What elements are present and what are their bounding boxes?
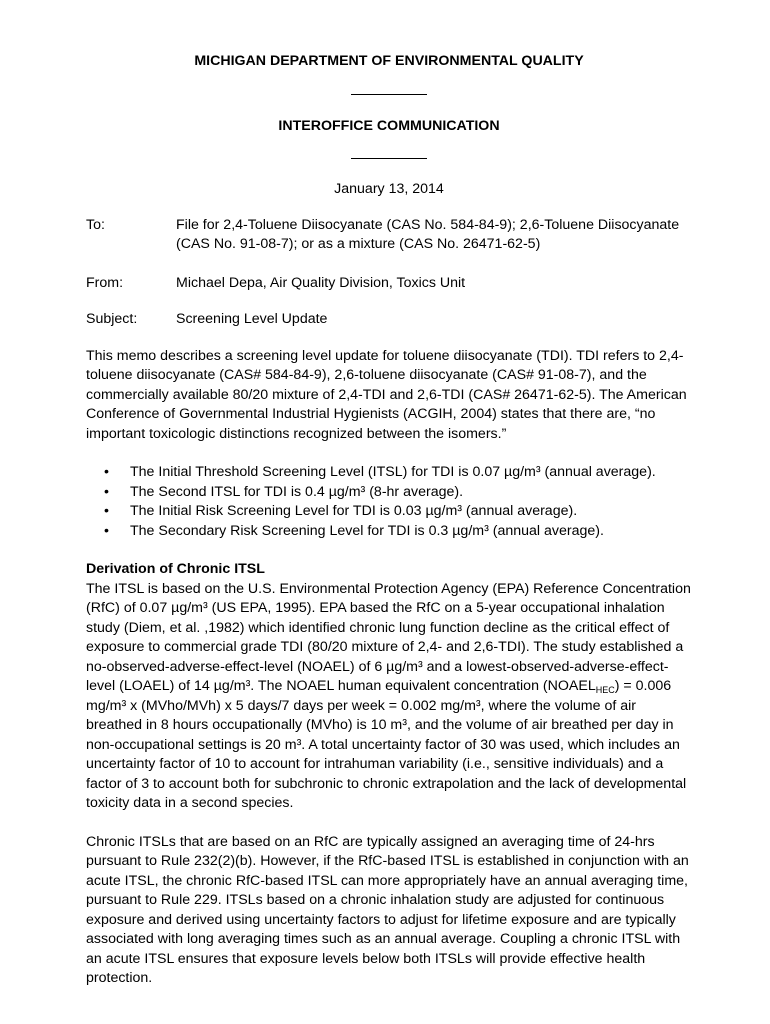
memo-page [86, 52, 692, 989]
memo-subject-value: Screening Level Update [176, 311, 328, 327]
subtitle-divider [351, 158, 427, 159]
intro-paragraph: This memo describes a screening level update for toluene diisocyanate (TDI). TDI refers to 2,4-toluene diisocyanate (CAS# 584-84-9), 2,6-toluene diisocyanate (CAS# 91-08-7), and the commercially available 80/20 mixture of 2,4-TDI and 2,6-TDI (CAS# 26471-62-5). The American Conference of Governmental Industrial Hygienists (ACGIH, 2004) states that there are, “no important toxicologic distinctions recognized between the isomers.” [86, 347, 687, 442]
agency-title: MICHIGAN DEPARTMENT OF ENVIRONMENTAL QUALITY [194, 53, 584, 69]
title-divider [351, 94, 427, 95]
memo-to-value: File for 2,4-Toluene Diisocyanate (CAS No. 584-84-9); 2,6-Toluene Diisocyanate (CAS No. 91-08-7); or as a mixture (CAS No. 26471-62-5) [176, 216, 680, 252]
derivation-paragraph [86, 580, 692, 814]
list-item [86, 502, 692, 522]
averaging-time-paragraph: Chronic ITSLs that are based on an RfC are typically assigned an averaging time of 24-hrs pursuant to Rule 232(2)(b). However, if the RfC-based ITSL is established in conjunction with an acute ITSL, the chronic RfC-based ITSL can more appropriately have an annual averaging time, pursuant to Rule 229. ITSLs based on a chronic inhalation study are adjusted for continuous exposure and derived using uncertainty factors to adjust for lifetime exposure and are typically associated with long averaging times such as an annual average. Coupling a chronic ITSL with an acute ITSL ensures that exposure levels below both ITSLs will provide effective health protection. [86, 833, 689, 986]
derivation-text-part-1: The ITSL is based on the U.S. Environmental Protection Agency (EPA) Reference Concentration (RfC) of 0.07 µg/m³ (US EPA, 1995). EPA based the RfC on a 5-year occupational inhalation study (Diem, et al. ,1982) which identified chronic lung function decline as the critical effect of exposure to commercial grade TDI (80/20 mixture of 2,4- and 2,6-TDI). The study established a no-observed-adverse-effect-level (NOAEL) of 6 µg/m³ and a lowest-observed-adverse-effect-level (LOAEL) of 14 µg/m³. The NOAEL human equivalent concentration (NOAEL [86, 580, 691, 694]
section-heading: Derivation of Chronic ITSL [86, 561, 265, 577]
list-item-text: The Secondary Risk Screening Level for TDI is 0.3 µg/m³ (annual average). [130, 522, 604, 539]
memo-from-row [86, 274, 692, 294]
list-item-text: The Initial Risk Screening Level for TDI is 0.03 µg/m³ (annual average). [130, 503, 578, 519]
list-item [86, 483, 692, 503]
bullet-icon: • [104, 503, 109, 519]
document-type-title: INTEROFFICE COMMUNICATION [278, 117, 500, 134]
list-item [86, 463, 692, 483]
memo-subject-label: Subject: [86, 311, 138, 327]
memo-to-row [86, 216, 692, 255]
derivation-text-part-2: ) = 0.006 mg/m³ x (MVho/MVh) x 5 days/7 days per week = 0.002 mg/m³, where the volume of air breathed in 8 hours occupationally (MVho) is 10 m³, and the volume of air breathed per day in non-occupational settings is 20 m³. A total uncertainty factor of 30 was used, which includes an uncertainty factor of 10 to account for intrahuman variability (i.e., sensitive individuals) and a factor of 3 to account both for subchronic to chronic extrapolation and the lack of developmental toxicity data in a second species. [86, 678, 687, 811]
screening-level-list [86, 463, 692, 541]
bullet-icon: • [104, 483, 109, 500]
list-item [86, 522, 692, 542]
list-item-text: The Second ITSL for TDI is 0.4 µg/m³ (8-hr average). [130, 483, 464, 500]
bullet-icon: • [104, 522, 109, 539]
memo-to-label: To: [86, 216, 105, 233]
memo-from-value: Michael Depa, Air Quality Division, Toxics Unit [176, 274, 466, 291]
bullet-icon: • [104, 464, 109, 480]
memo-from-label: From: [86, 274, 124, 291]
memo-date: January 13, 2014 [334, 181, 444, 197]
memo-subject-row [86, 310, 692, 330]
list-item-text: The Initial Threshold Screening Level (ITSL) for TDI is 0.07 µg/m³ (annual average). [130, 464, 656, 480]
hec-subscript: HEC [595, 685, 615, 695]
